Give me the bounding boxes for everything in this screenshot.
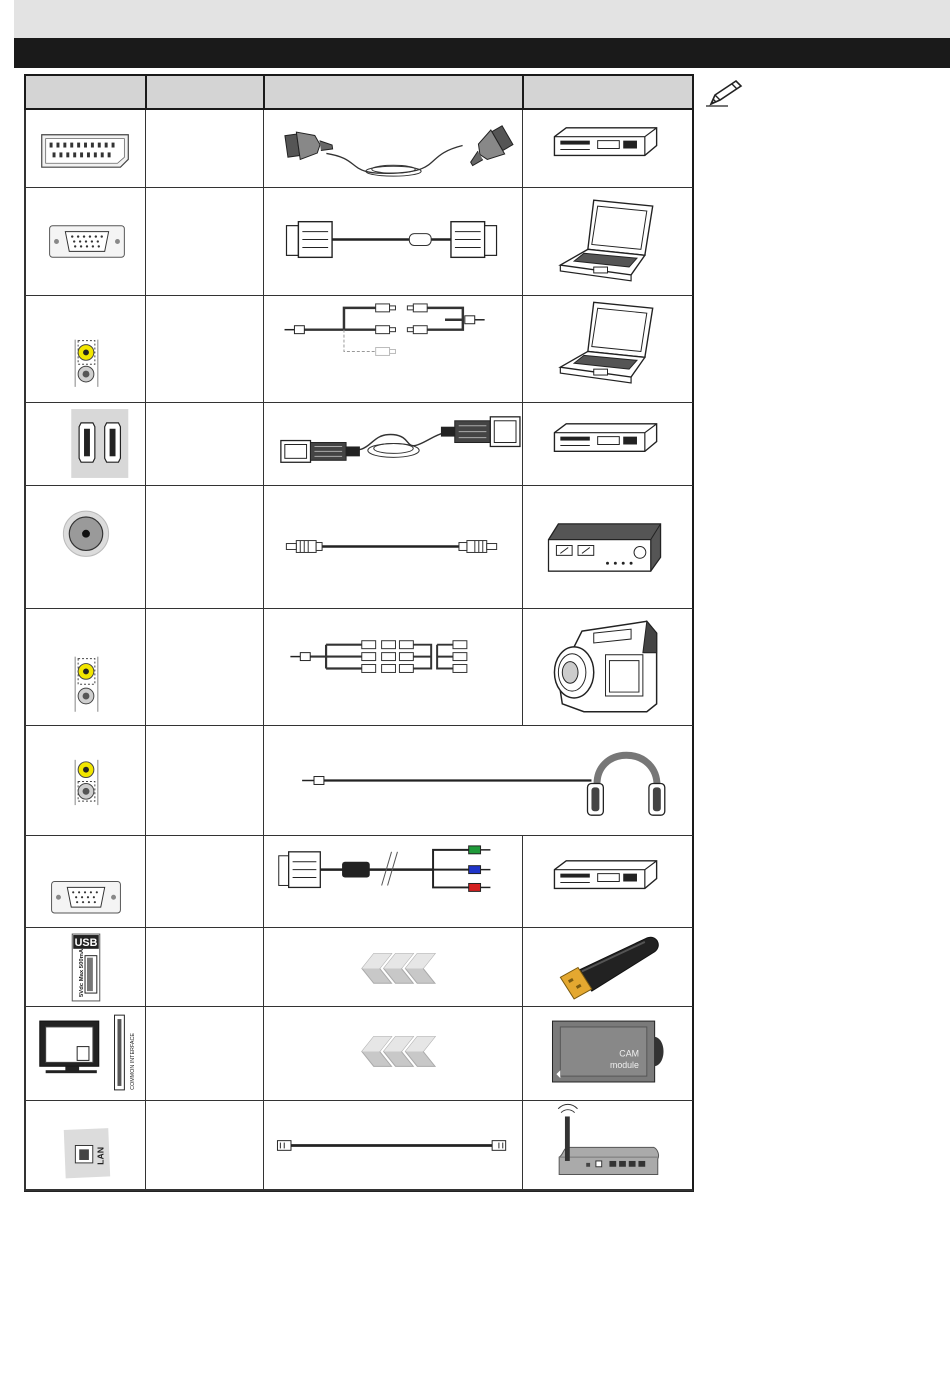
ethernet-cable-icon [263,1101,523,1191]
header-type [145,74,264,110]
usb-port-icon [24,928,146,1007]
usb-max-label: 5Vdc Max 500mA [79,948,86,997]
type-cell [145,1007,264,1101]
scart-port-icon [24,110,146,188]
row-vga [24,188,694,296]
dvd-player-icon [522,836,694,928]
row-headphone [24,726,694,836]
row-ypbpr [24,836,694,928]
router-icon [522,1101,694,1191]
type-cell [145,726,264,836]
lan-port-label: LAN [95,1146,106,1165]
type-cell [145,486,264,609]
vga-cable-icon [263,188,523,296]
coaxial-cable-icon [263,486,523,609]
type-cell [145,296,264,403]
header-cables [263,74,523,110]
insert-arrow-icon [263,1007,523,1101]
connection-table [24,74,694,1192]
headphone-cable-icon [263,726,694,836]
type-cell [145,403,264,486]
headphones-icon [587,755,664,815]
spdif-port-icon [24,486,146,609]
cam-label-2: module [609,1060,639,1071]
amplifier-icon [522,486,694,609]
scart-cable-icon [263,110,523,188]
header-connector [24,74,146,110]
laptop-icon [522,188,694,296]
ypbpr-cable-icon [263,836,523,928]
vga-port-icon [24,188,146,296]
ypbpr-port-icon [24,836,146,928]
row-spdif [24,486,694,609]
header-device [522,74,694,110]
side-av-port-icon [24,609,146,726]
type-cell [145,1101,264,1191]
row-hdmi [24,403,694,486]
type-cell [145,928,264,1007]
title-bar [14,38,950,68]
row-pc-audio [24,296,694,403]
row-usb [24,928,694,1007]
usb-stick-icon [522,928,694,1007]
camcorder-icon [522,609,694,726]
hdmi-port-icon [24,403,146,486]
side-av-port-icon [24,296,146,403]
type-cell [145,188,264,296]
type-cell [145,110,264,188]
type-cell [145,836,264,928]
usb-port-label: USB [74,936,98,949]
av-cable-icon [263,609,523,726]
hdmi-cable-icon [263,403,523,486]
type-cell [145,609,264,726]
insert-arrow-icon [263,928,523,1007]
lan-port-icon [24,1101,146,1191]
top-band [14,0,950,38]
dvd-player-icon [522,403,694,486]
ci-slot-label: COMMON INTERFACE [130,1032,137,1090]
note-pencil-icon [706,78,746,108]
cam-label-1: CAM [619,1048,639,1059]
row-lan [24,1101,694,1192]
headphone-port-icon [24,726,146,836]
row-ci [24,1007,694,1101]
ci-slot-icon [24,1007,146,1101]
cam-module-icon [522,1007,694,1101]
laptop-icon [522,296,694,403]
row-scart [24,110,694,188]
row-av [24,609,694,726]
dvd-player-icon [522,110,694,188]
pc-audio-cable-icon [263,296,523,403]
